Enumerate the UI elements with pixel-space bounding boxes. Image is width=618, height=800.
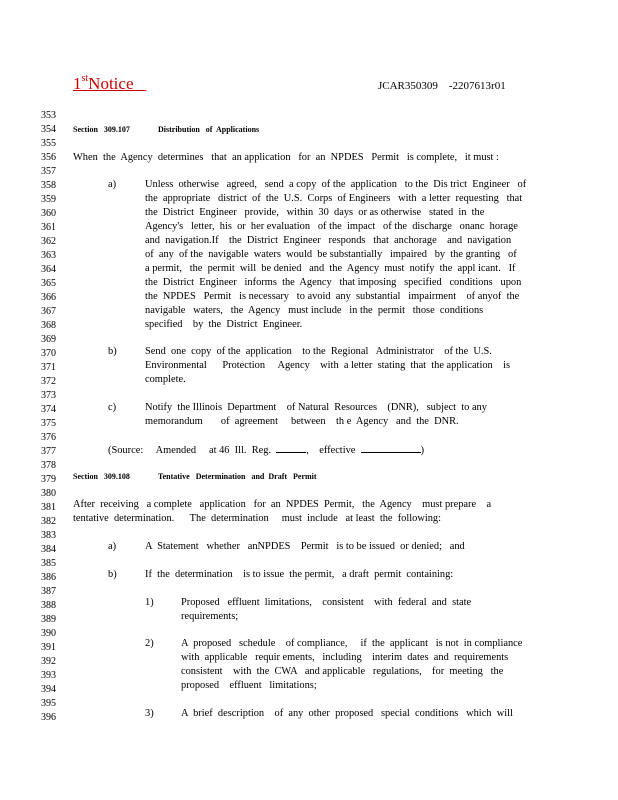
line-number: 396: [41, 712, 56, 723]
text-line: memorandum of agreement between th e Agency and the DNR.: [145, 416, 459, 427]
line-number: 391: [41, 642, 56, 653]
notice-suffix: st: [81, 73, 89, 84]
text-line: the District Engineer provide, within 30 days or as otherwise stated in the: [145, 207, 485, 218]
text-line: of any of the navigable waters would be substantially impaired by the granting of: [145, 249, 517, 260]
line-number: 373: [41, 390, 56, 401]
line-number: 371: [41, 362, 56, 373]
line-number: 363: [41, 250, 56, 261]
line-number: 361: [41, 222, 56, 233]
line-number: 366: [41, 292, 56, 303]
item-1-label: 1): [145, 597, 154, 608]
line-number: 365: [41, 278, 56, 289]
notice-word: Notice: [88, 74, 134, 93]
text-line: Proposed effluent limitations, consistent with federal and state: [181, 597, 472, 608]
line-number: 380: [41, 488, 56, 499]
item-a2-text: A Statement whether anNPDES Permit is to be issued or denied; and: [145, 541, 465, 552]
line-number: 359: [41, 194, 56, 205]
text-line: complete.: [145, 374, 186, 385]
source-note: [108, 442, 424, 458]
item-2-text: [181, 637, 522, 693]
item-a-label: a): [108, 179, 117, 190]
line-number: 362: [41, 236, 56, 247]
item-2-label: 2): [145, 638, 154, 649]
section-108-title: Tentative Determination and Draft Permit: [158, 472, 317, 481]
item-1-text: [181, 596, 471, 624]
line-number: 389: [41, 614, 56, 625]
source-prefix: (Source: Amended at 46 Ill. Reg.: [108, 445, 272, 456]
text-line: with applicable requir ements, including interim dates and requirements: [181, 652, 509, 663]
text-line: Environmental Protection Agency with a letter stating that the application is: [145, 360, 511, 371]
text-line: Notify the Illinois Department of Natural Resources (DNR), subject to any: [145, 402, 487, 413]
item-3-label: 3): [145, 708, 154, 719]
item-b2-text: If the determination is to issue the permit, a draft permit containing:: [145, 569, 454, 580]
line-number: 386: [41, 572, 56, 583]
source-close: ): [420, 445, 425, 456]
register-blank: [276, 442, 306, 453]
text-line: A proposed schedule of compliance, if the applicant is not in compliance: [181, 638, 523, 649]
effective-date-blank: [361, 442, 421, 453]
line-number: 358: [41, 180, 56, 191]
line-number: 370: [41, 348, 56, 359]
text-line: Send one copy of the application to the Regional Administrator of the U.S.: [145, 346, 492, 357]
item-a2-label: a): [108, 541, 117, 552]
line-number: 374: [41, 404, 56, 415]
line-number: 393: [41, 670, 56, 681]
line-356: When the Agency determines that an application for an NPDES Permit is complete, it must :: [73, 152, 499, 163]
line-number: 388: [41, 600, 56, 611]
text-line: proposed effluent limitations;: [181, 680, 317, 691]
line-number: 376: [41, 432, 56, 443]
line-number: 369: [41, 334, 56, 345]
text-line: and navigation.If the District Engineer responds that anchorage and navigation: [145, 235, 512, 246]
line-number: 357: [41, 166, 56, 177]
text-line: the appropriate district of the U.S. Corps of Engineers with a letter requesting that: [145, 193, 523, 204]
line-number: 395: [41, 698, 56, 709]
line-number: 368: [41, 320, 56, 331]
line-number: 387: [41, 586, 56, 597]
line-number: 364: [41, 264, 56, 275]
line-number: 379: [41, 474, 56, 485]
line-number: 383: [41, 530, 56, 541]
text-line: a permit, the permit will be denied and the Agency must notify the appl icant. If: [145, 263, 516, 274]
line-number: 367: [41, 306, 56, 317]
line-number: 394: [41, 684, 56, 695]
item-a-text: [145, 178, 526, 332]
text-line: Agency's letter, his or her evaluation of the impact of the discharge onanc horage: [145, 221, 518, 232]
line-number: 355: [41, 138, 56, 149]
item-3-text: A brief description of any other proposed special conditions which will: [181, 708, 513, 719]
line-number: 375: [41, 418, 56, 429]
text-line: Unless otherwise agreed, send a copy of the application to the Dis trict Engineer of: [145, 179, 527, 190]
text-line: requirements;: [181, 611, 239, 622]
text-line: navigable waters, the Agency must include in the permit those conditions: [145, 305, 484, 316]
notice-number: 1: [73, 74, 82, 93]
line-number: 360: [41, 208, 56, 219]
line-number: 381: [41, 502, 56, 513]
line-number: 382: [41, 516, 56, 527]
notice-heading: [73, 74, 146, 94]
text-line: the NPDES Permit is necessary to avoid any substantial impairment of anyof the: [145, 291, 520, 302]
line-number: 392: [41, 656, 56, 667]
text-line: specified by the District Engineer.: [145, 319, 303, 330]
line-381: After receiving a complete application for an NPDES Permit, the Agency must prepare a: [73, 499, 492, 510]
line-number: 384: [41, 544, 56, 555]
section-108-number: Section 309.108: [73, 472, 130, 481]
line-number: 356: [41, 152, 56, 163]
document-id: JCAR350309 -2207613r01: [378, 80, 506, 92]
line-number: 353: [41, 110, 56, 121]
section-107-title: Distribution of Applications: [158, 125, 260, 134]
line-number: 378: [41, 460, 56, 471]
text-line: the District Engineer informs the Agency that imposing specified conditions upon: [145, 277, 522, 288]
line-number: 390: [41, 628, 56, 639]
section-107-number: Section 309.107: [73, 125, 130, 134]
line-number: 385: [41, 558, 56, 569]
item-b-label: b): [108, 346, 117, 357]
item-c-label: c): [108, 402, 117, 413]
item-b2-label: b): [108, 569, 117, 580]
line-382: tentative determination. The determination must include at least the following:: [73, 513, 442, 524]
line-number: 377: [41, 446, 56, 457]
line-number: 372: [41, 376, 56, 387]
line-number: 354: [41, 124, 56, 135]
text-line: consistent with the CWA and applicable regulations, for meeting the: [181, 666, 504, 677]
item-b-text: [145, 345, 510, 387]
item-c-text: [145, 401, 487, 429]
source-effective: , effective: [306, 445, 356, 456]
